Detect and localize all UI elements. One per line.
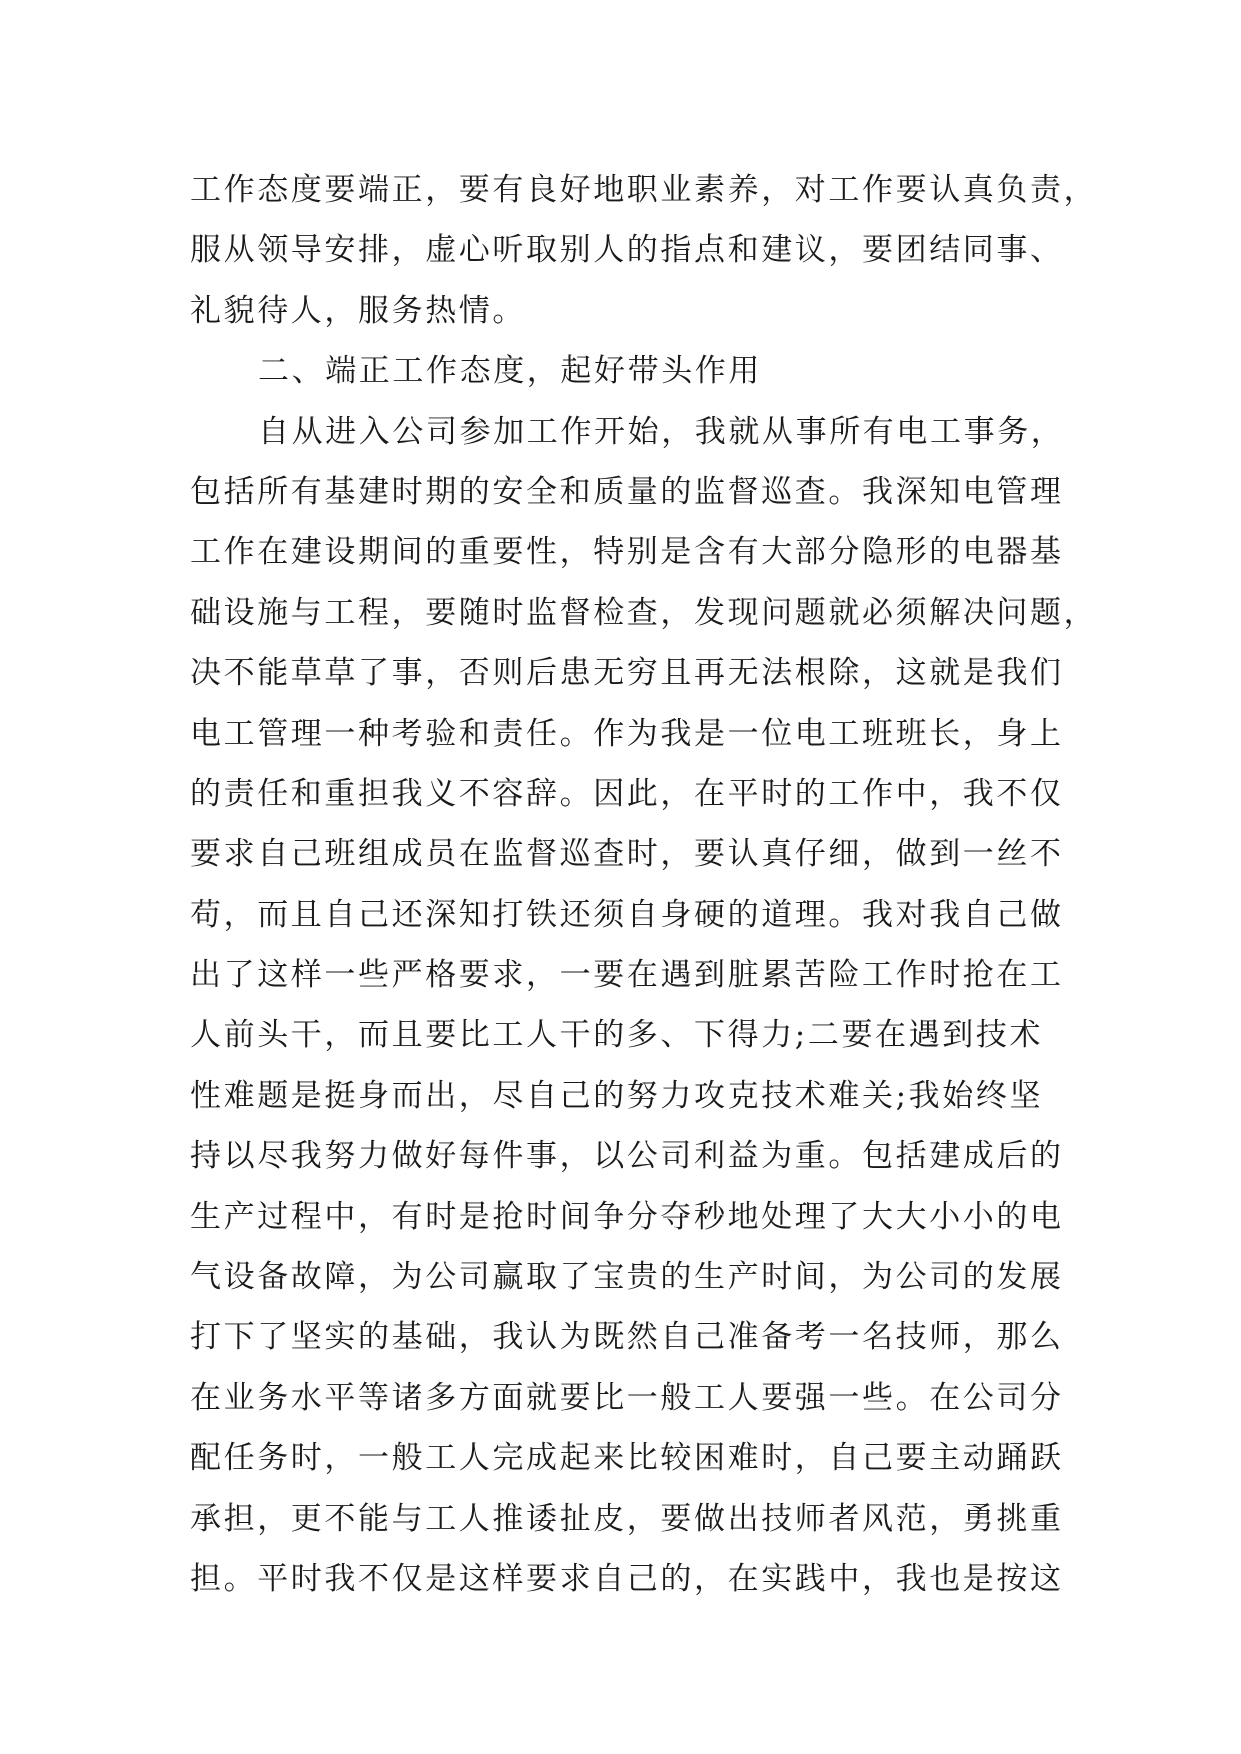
text-line: 要求自己班组成员在监督巡查时，要认真仔细，做到一丝不	[190, 836, 1064, 873]
text-line: 工作态度要端正，要有良好地职业素养，对工作要认真负责，	[190, 172, 1098, 208]
text-line: 工作在建设期间的重要性，特别是含有大部分隐形的电器基	[190, 534, 1064, 571]
text-line: 打下了坚实的基础，我认为既然自己准备考一名技师，那么	[190, 1319, 1064, 1356]
text-line: 出了这样一些严格要求，一要在遇到脏累苦险工作时抢在工	[190, 957, 1064, 994]
paragraph-first-line: 自从进入公司参加工作开始，我就从事所有电工事务，	[258, 413, 1065, 450]
text-line: 性难题是挺身而出，尽自己的努力攻克技术难关;我始终坚	[190, 1077, 1044, 1114]
text-line: 担。平时我不仅是这样要求自己的，在实践中，我也是按这	[190, 1560, 1064, 1597]
text-line: 气设备故障，为公司赢取了宝贵的生产时间，为公司的发展	[190, 1259, 1064, 1296]
body-text	[190, 160, 1098, 1609]
text-line: 礼貌待人，服务热情。	[190, 292, 526, 329]
text-line: 决不能草草了事，否则后患无穷且再无法根除，这就是我们	[190, 655, 1064, 692]
text-line: 生产过程中，有时是抢时间争分夺秒地处理了大大小小的电	[190, 1198, 1064, 1235]
section-heading: 二、端正工作态度，起好带头作用	[258, 353, 762, 390]
text-line: 承担，更不能与工人推诿扯皮，要做出技师者风范，勇挑重	[190, 1500, 1064, 1537]
text-line: 苟，而且自己还深知打铁还须自身硬的道理。我对我自己做	[190, 896, 1064, 933]
text-line: 包括所有基建时期的安全和质量的监督巡查。我深知电管理	[190, 473, 1064, 510]
text-line: 在业务水平等诸多方面就要比一般工人要强一些。在公司分	[190, 1379, 1064, 1416]
text-line: 服从领导安排，虚心听取别人的指点和建议，要团结同事、	[190, 232, 1064, 269]
text-line: 电工管理一种考验和责任。作为我是一位电工班班长，身上	[190, 715, 1064, 752]
text-line: 础设施与工程，要随时监督检查，发现问题就必须解决问题，	[190, 594, 1098, 631]
text-line: 人前头干，而且要比工人干的多、下得力;二要在遇到技术	[190, 1017, 1044, 1054]
text-line: 配任务时，一般工人完成起来比较困难时，自己要主动踊跃	[190, 1440, 1064, 1477]
text-line: 的责任和重担我义不容辞。因此，在平时的工作中，我不仅	[190, 775, 1064, 812]
text-line: 持以尽我努力做好每件事，以公司利益为重。包括建成后的	[190, 1138, 1064, 1175]
